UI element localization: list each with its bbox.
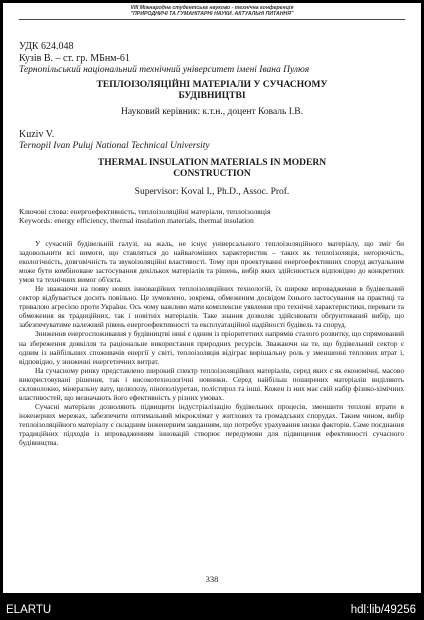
page-number: 338	[205, 574, 219, 584]
title-en-line-1: THERMAL INSULATION MATERIALS IN MODERN	[97, 158, 327, 168]
paragraph: Зниження енергоспоживання у будівництві нині є одним із пріоритетних напрямів сталого розвитку, що спрямований на збереження довкілля та раціональне використання природних ресурсів. Зважаючи на те, що будівельний сектор є одним із найбільших споживачів енергії у світі, теплоізоляція відіграє вирішальну роль у зменшенні теплових втрат і, відповідно, у зниженні енергетичних витрат.	[19, 329, 404, 366]
affiliation-en: Ternopil Ivan Puluj National Technical University	[19, 141, 210, 151]
title-ua-line-2: БУДІВНИЦТВІ	[178, 91, 246, 101]
paragraph: Сучасні матеріали дозволяють підвищити індустріалізацію будівельних процесів, зменшити теплові втрати в інженерних мережах, забезпечити оптимальний мікроклімат у житлових та громадських спорудах. Таким чином, вибір теплоізоляційного матеріалу є складним інженерним завданням, що потребує урахування низки факторів. Саме поєднання традиційних підходів із впровадженням інновацій створює передумови для підвищення ефективності сучасного будівництва.	[19, 401, 404, 448]
title-en-line-2: CONSTRUCTION	[173, 169, 251, 179]
supervisor-ua: Науковий керівник: к.т.н., доцент Коваль І.В.	[120, 107, 303, 117]
supervisor-en: Supervisor: Koval I., Ph.D., Assoc. Prof.	[134, 187, 290, 197]
paragraph: Не зважаючи на появу нових інноваційних теплоізоляційних технологій, їх широке впровадження в будівельний сектор відбувається досить повільно. Це зумовлено, зокрема, обмеженим досвідом їхнього застосування на практиці та тривалою агресією проти України. Ось чому важливо мати комплексне уявлення про технічні характеристики, переваги та обмеження як традиційних, так і новітніх матеріалів. Таке знання дозволяє здійснювати обґрунтований вибір, що забезпечуватиме належний рівень енергоефективності та експлуатаційної надійності будівель та споруд.	[19, 284, 404, 330]
document-page	[3, 3, 421, 593]
repository-name: ELARTU	[6, 604, 52, 616]
affiliation-ua: Тернопільський національний технічний університет імені Івана Пулюя	[19, 65, 310, 75]
paragraph: На сучасному ринку представлено широкий спектр теплоізоляційних матеріалів, серед яких є як економічні, масово використовувані рішення, так і високотехнологічні новинки. Серед найбільш поширених матеріалів виділяють скловолокно, мінеральну вату, целюлозу, пінополіуретан, полістирол та інші. Кожен із них має свій набір фізико-хімічних властивостей, що визначають його ефективність у різних умовах.	[19, 365, 404, 402]
title-ua-line-1: ТЕПЛОІЗОЛЯЦІЙНІ МАТЕРІАЛИ У СУЧАСНОМУ	[96, 80, 328, 90]
author-en: Kuziv V.	[19, 129, 55, 140]
conference-line-1: VIII Міжнародна студентська науково - технічна конференція	[130, 5, 294, 11]
handle-id: hdl:lib/49256	[350, 604, 416, 616]
udc-code: УДК 624.048	[19, 41, 74, 52]
conference-header	[23, 5, 401, 17]
author-ua: Кузів В. – ст. гр. МБнм-61	[19, 53, 130, 64]
conference-line-2: "ПРИРОДНИЧІ ТА ГУМАНІТАРНІ НАУКИ. АКТУАЛЬНІ ПИТАННЯ"	[130, 11, 294, 17]
keywords-ua: Ключові слова: енергоефективність, теплоізоляційні матеріали, теплоізоляція	[19, 207, 271, 216]
header-divider	[19, 19, 405, 20]
repository-footer	[0, 598, 424, 620]
body-text	[19, 239, 404, 447]
paragraph: У сучасній будівельній галузі, на жаль, не існує універсального теплоізоляційного матеріалу, що зміг би задовольнити всі вимоги, що ставляться до найвагоміших характеристик – таких як теплоізоляція, негорючість, екологічність, довговічність та звукоізоляційні властивості. Тому при проектуванні енергоефективних споруд актуальним може бути комбіноване застосування декількох матеріалів та рішень, вибір яких здійснюється відповідно до конкретних умов та технічних вимог об'єкта.	[19, 239, 404, 285]
keywords-en: Keywords: energy efficiency, thermal insulation materials, thermal insulation	[19, 216, 254, 225]
